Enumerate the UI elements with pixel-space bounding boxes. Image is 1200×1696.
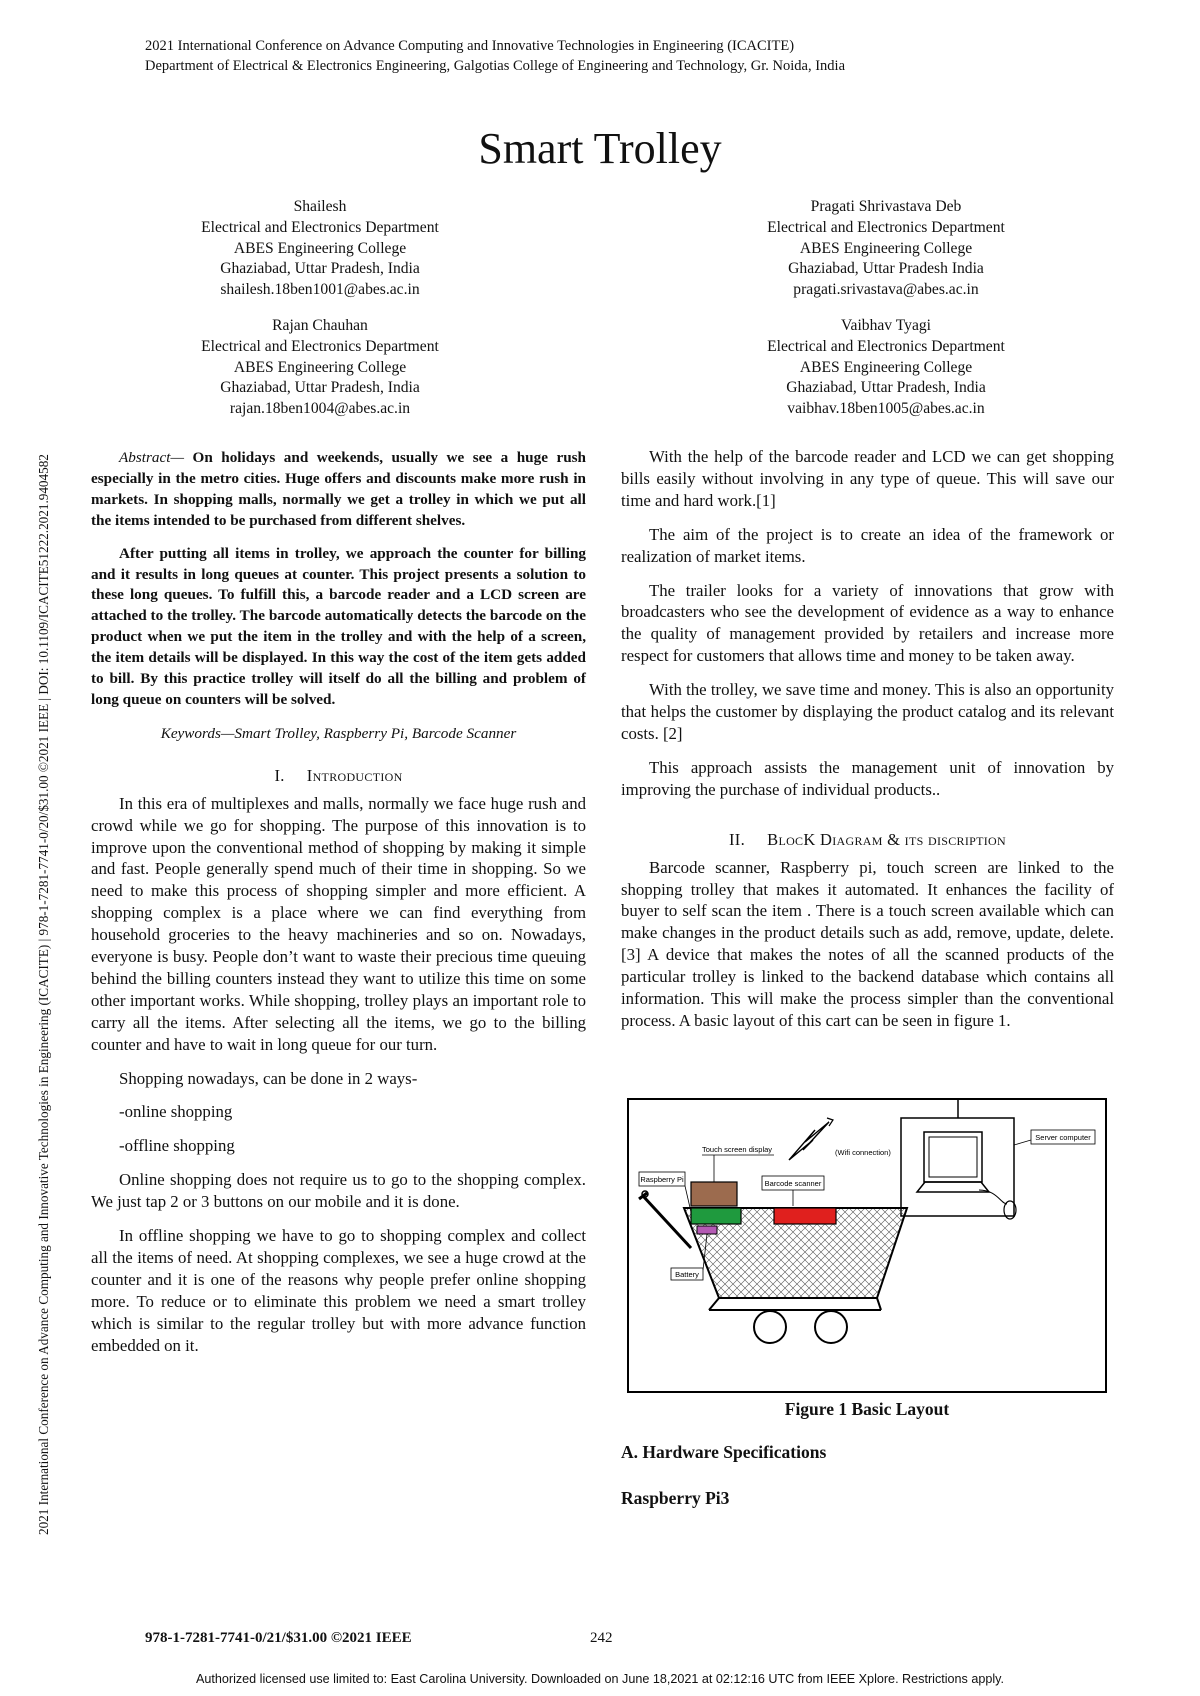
raspberry-label: Raspberry Pi	[640, 1175, 684, 1184]
intro-paragraph-6: In offline shopping we have to go to shopping complex and collect all the items of need. At shopping complexes, we see a huge crowd at the counter and it is one of the reasons why people prefer online shopping more. To reduce or to eliminate this problem we need a smart trolley which is similar to the regular trolley but with more advance function embedded on it.	[91, 1226, 586, 1355]
right-paragraph-5: This approach assists the management unit of innovation by improving the purchase of individual products..	[621, 757, 1114, 799]
abstract-label: Abstract—	[119, 449, 184, 466]
conference-header-line1: 2021 International Conference on Advance Computing and Innovative Technologies in Engineering (ICACITE)	[145, 38, 795, 54]
wifi-label: (Wifi connection)	[835, 1148, 891, 1157]
section-2-number: II.	[729, 829, 746, 849]
trolley-wheel-right	[815, 1311, 847, 1343]
conference-header	[145, 36, 845, 76]
author-name: Rajan Chauhan	[272, 317, 368, 334]
license-notice: Authorized licensed use limited to: East Carolina University. Downloaded on June 18,2021 at 02:12:16 UTC from IEEE Xplore. Restrictions apply.	[195, 1672, 1005, 1686]
abstract-paragraph-1	[91, 448, 586, 532]
right-paragraph-1: With the help of the barcode reader and LCD we can get shopping bills easily without involving in any type of queue. This will save our time and hard work.[1]	[621, 447, 1114, 510]
keywords: Keywords—Smart Trolley, Raspberry Pi, Barcode Scanner	[160, 724, 517, 742]
trolley-frame-right	[877, 1298, 881, 1310]
author-location: Ghaziabad, Uttar Pradesh India	[788, 260, 984, 278]
section-1-heading	[91, 765, 586, 787]
trolley-wheel-left	[754, 1311, 786, 1343]
server-pointer	[1014, 1140, 1031, 1145]
barcode-label: Barcode scanner	[764, 1179, 822, 1188]
figure-1-diagram	[629, 1100, 1105, 1391]
subsection-raspberry-pi3: Raspberry Pi3	[621, 1488, 730, 1508]
author-location: Ghaziabad, Uttar Pradesh, India	[220, 260, 420, 278]
author-name: Shailesh	[293, 198, 347, 215]
right-column	[621, 446, 1114, 1032]
wifi-arrow-icon	[827, 1118, 833, 1126]
author-location: Ghaziabad, Uttar Pradesh, India	[786, 379, 986, 397]
wifi-icon	[789, 1122, 829, 1160]
section-1-number: I.	[274, 765, 285, 785]
paper-title: Smart Trolley	[478, 124, 722, 173]
monitor-inner	[929, 1137, 977, 1177]
touch-screen-block	[691, 1182, 737, 1206]
conference-header-line2: Department of Electrical & Electronics Engineering, Galgotias College of Engineering and Technology, Gr. Noida, India	[145, 58, 846, 74]
abstract	[91, 448, 586, 711]
block-diagram-paragraph: Barcode scanner, Raspberry pi, touch screen are linked to the shopping trolley that makes it automated. It enhances the facility of buyer to self scan the item . There is a touch screen available which can make changes in the product details such as add, remove, update, delete.[3] A device that makes the notes of all the scanned products of the particular trolley is linked to the backend database which contains all information. This will make the process simpler than the conventional process. A basic layout of this cart can be seen in figure 1.	[621, 857, 1114, 1030]
figure-1-basic-layout	[627, 1098, 1107, 1393]
server-label: Server computer	[1035, 1133, 1091, 1142]
section-1-title: Introduction	[306, 765, 403, 785]
author-location: Ghaziabad, Uttar Pradesh, India	[220, 379, 420, 397]
page-number: 242	[590, 1630, 613, 1646]
intro-list-offline: -offline shopping	[119, 1136, 235, 1156]
footer-isbn: 978-1-7281-7741-0/21/$31.00 ©2021 IEEE	[145, 1630, 412, 1646]
author-dept: Electrical and Electronics Department	[201, 337, 439, 355]
left-column	[91, 448, 586, 1357]
author-block-2	[706, 197, 1066, 301]
author-dept: Electrical and Electronics Department	[201, 218, 439, 236]
intro-paragraph-2: Shopping nowadays, can be done in 2 ways-	[119, 1068, 418, 1088]
right-paragraph-2: The aim of the project is to create an idea of the framework or realization of market items.	[621, 524, 1114, 566]
right-paragraph-4: With the trolley, we save time and money. This is also an opportunity that helps the customer by displaying the product catalog and its relevant costs. [2]	[621, 680, 1114, 743]
touch-screen-label: Touch screen display	[702, 1145, 773, 1154]
author-block-3	[140, 316, 500, 420]
author-email: rajan.18ben1004@abes.ac.in	[229, 400, 411, 418]
author-college: ABES Engineering College	[799, 358, 973, 376]
author-block-1	[140, 197, 500, 301]
author-dept: Electrical and Electronics Department	[767, 337, 1005, 355]
intro-paragraph-5: Online shopping does not require us to go to the shopping complex. We just tap 2 or 3 buttons on our mobile and it is done.	[91, 1170, 586, 1212]
raspberry-pi-block	[691, 1208, 741, 1224]
author-block-4	[706, 316, 1066, 420]
section-2-heading	[621, 829, 1114, 851]
intro-list-online: -online shopping	[119, 1102, 233, 1122]
right-paragraph-3: The trailer looks for a variety of innovations that grow with broadcasters who see the development of evidence as a way to enhance the quality of management provided by retailers and increase more respect for customers that allows time and money to be taken away.	[621, 580, 1114, 666]
trolley-frame-left	[709, 1298, 719, 1310]
laptop-base	[917, 1182, 989, 1192]
author-email: vaibhav.18ben1005@abes.ac.in	[787, 400, 985, 418]
abstract-text-1: On holidays and weekends, usually we see a huge rush especially in the metro cities. Huge offers and discounts make more rush in markets. In shopping malls, normally we get a trolley in which we put all the items intended to be purchased from different shelves.	[91, 449, 587, 529]
side-doi-strip: 2021 International Conference on Advance Computing and Innovative Technologies in Engineering (ICACITE) | 978-1-7281-7741-0/20/$31.00 ©2021 IEEE | DOI: 10.1109/ICACITE51222.2021.9404582	[36, 454, 51, 1535]
author-email: shailesh.18ben1001@abes.ac.in	[220, 281, 420, 299]
intro-paragraph-1: In this era of multiplexes and malls, normally we face huge rush and crowd while we go for shopping. The purpose of this innovation is to improve upon the conventional method of shopping by making it simple and fast. People generally spend much of their time in shopping. So we need to make this process of shopping simpler and more efficient. A shopping complex is a place where we can find everything from household groceries to the heavy machineries and so on. Nowadays, everyone is busy. People don’t want to waste their precious time queuing behind the billing counters instead they want to utilize this time on some other important works. While shopping, trolley plays an important role to carry all the items. After selecting all the items, we go to the billing counter and have to wait in long queue for our turn.	[91, 793, 586, 1054]
monitor-screen	[924, 1132, 982, 1182]
author-college: ABES Engineering College	[799, 239, 973, 257]
trolley-handle	[643, 1196, 691, 1248]
author-college: ABES Engineering College	[233, 358, 407, 376]
author-dept: Electrical and Electronics Department	[767, 218, 1005, 236]
figure-1-caption: Figure 1 Basic Layout	[784, 1399, 950, 1419]
battery-label: Battery	[675, 1270, 699, 1279]
barcode-scanner-block	[774, 1208, 836, 1224]
abstract-paragraph-2: After putting all items in trolley, we approach the counter for billing and it results in long queues at counter. This project presents a solution to these long queues. To fulfill this, a barcode reader and a LCD screen are attached to the trolley. The barcode automatically detects the barcode on the product when we put the item in the trolley and with the help of a screen, the item details will be displayed. In this way the cost of the item gets added to bill. By this practice trolley will itself do all the billing and problem of long queue on counters will be solved.	[91, 544, 586, 708]
author-name: Vaibhav Tyagi	[841, 317, 931, 334]
author-name: Pragati Shrivastava Deb	[810, 198, 962, 215]
section-2-title: BlocK Diagram & its discription	[767, 829, 1006, 849]
battery-block	[697, 1226, 717, 1234]
subsection-hardware-specifications: A. Hardware Specifications	[621, 1442, 827, 1462]
author-college: ABES Engineering College	[233, 239, 407, 257]
author-email: pragati.srivastava@abes.ac.in	[793, 281, 979, 299]
